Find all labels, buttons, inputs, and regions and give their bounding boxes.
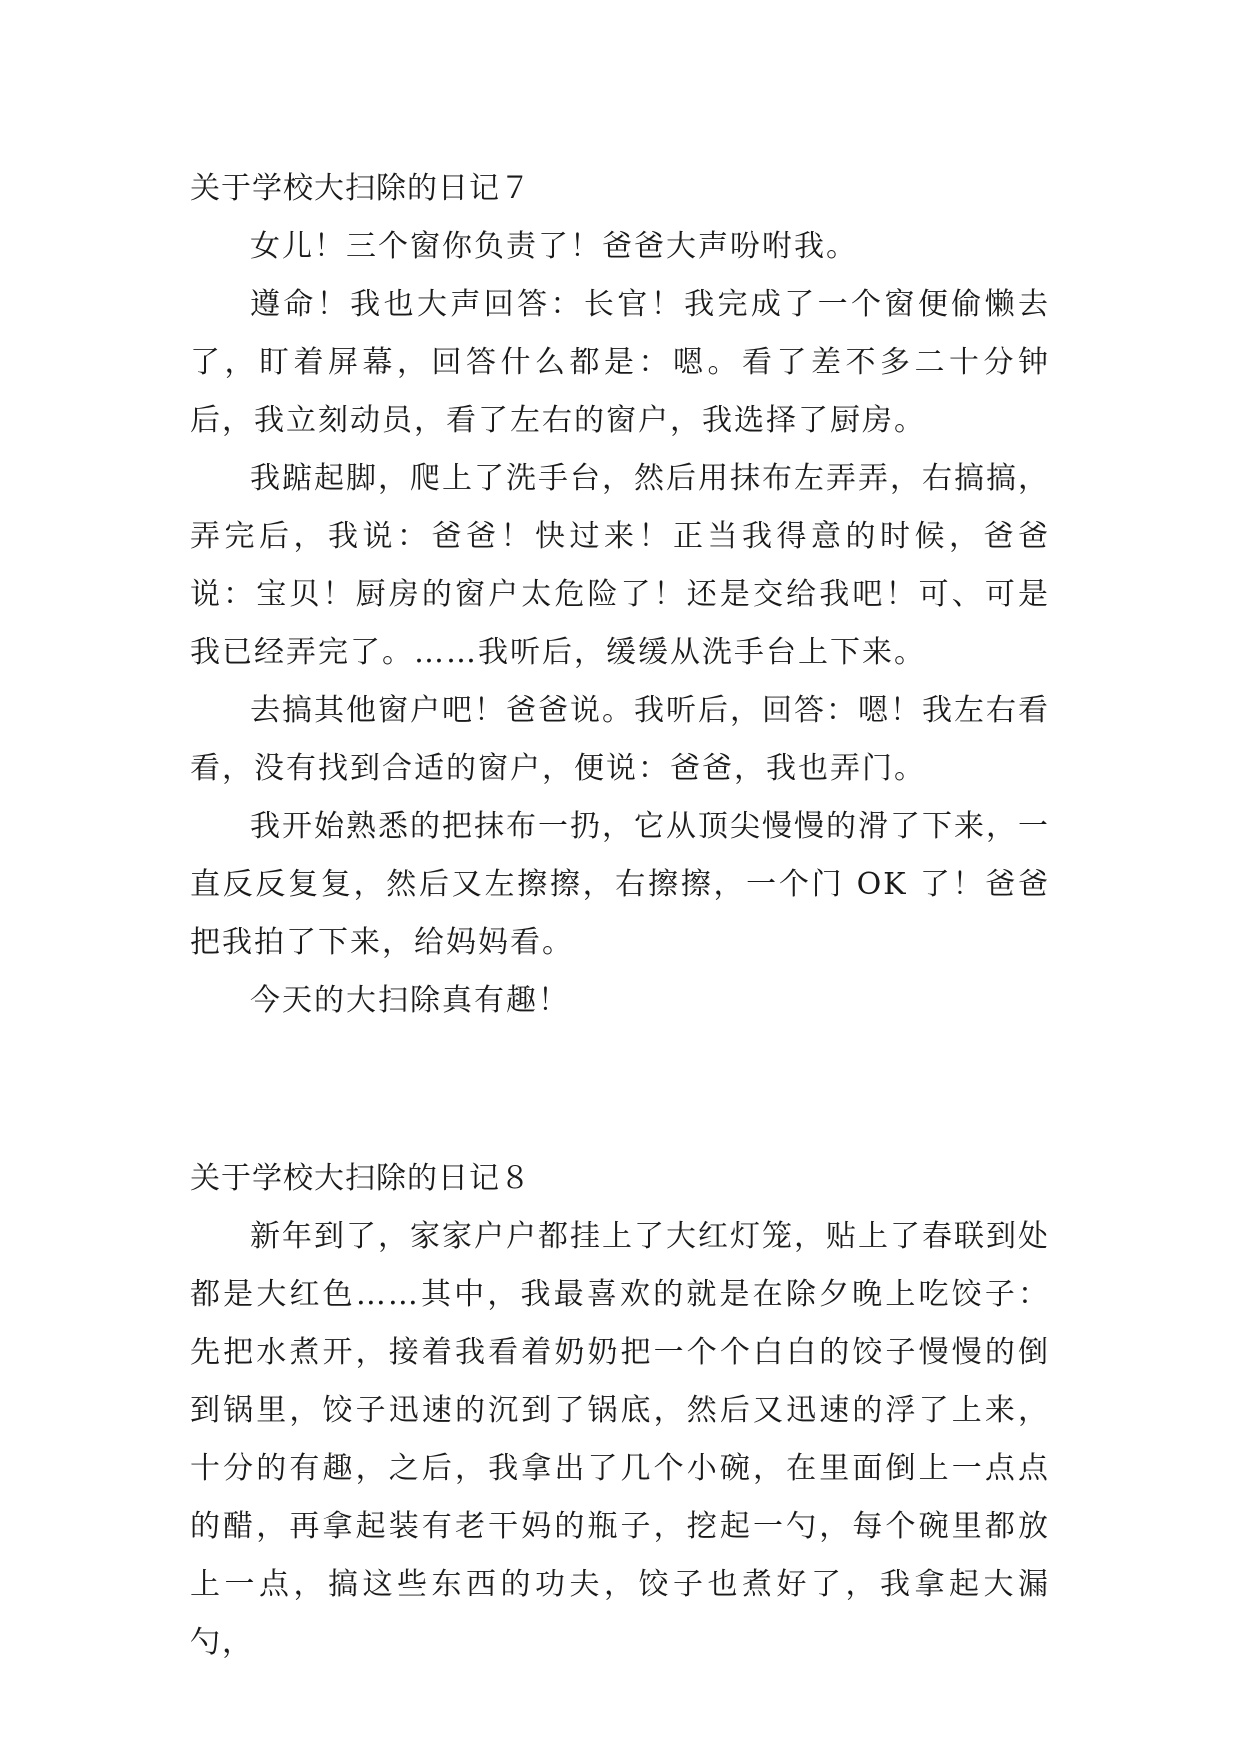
document-page bbox=[190, 160, 1050, 1672]
paragraph: 新年到了，家家户户都挂上了大红灯笼，贴上了春联到处都是大红色……其中，我最喜欢的就是在除夕晚上吃饺子：先把水煮开，接着我看着奶奶把一个个白白的饺子慢慢的倒到锅里，饺子迅速的沉到了锅底，然后又迅速的浮了上来，十分的有趣，之后，我拿出了几个小碗，在里面倒上一点点的醋，再拿起装有老干妈的瓶子，挖起一勺，每个碗里都放上一点，搞这些东西的功夫，饺子也煮好了，我拿起大漏勺， bbox=[190, 1219, 1050, 1660]
paragraph: 我踮起脚，爬上了洗手台，然后用抹布左弄弄，右搞搞，弄完后，我说：爸爸！快过来！正当我得意的时候，爸爸说：宝贝！厨房的窗户太危险了！还是交给我吧！可、可是我已经弄完了。……我听后，缓缓从洗手台上下来。 bbox=[190, 461, 1050, 670]
section-title: 关于学校大扫除的日记７ bbox=[190, 171, 531, 206]
section-title: 关于学校大扫除的日记８ bbox=[190, 1161, 531, 1196]
paragraph: 今天的大扫除真有趣！ bbox=[250, 983, 570, 1018]
paragraph: 我开始熟悉的把抹布一扔，它从顶尖慢慢的滑了下来，一直反反复复，然后又左擦擦，右擦擦，一个门 OK 了！爸爸把我拍了下来，给妈妈看。 bbox=[190, 809, 1050, 960]
paragraph: 去搞其他窗户吧！爸爸说。我听后，回答：嗯！我左右看看，没有找到合适的窗户，便说：爸爸，我也弄门。 bbox=[190, 693, 1050, 786]
section-spacer bbox=[190, 1030, 1050, 1150]
paragraph: 遵命！我也大声回答：长官！我完成了一个窗便偷懒去了，盯着屏幕，回答什么都是：嗯。看了差不多二十分钟后，我立刻动员，看了左右的窗户，我选择了厨房。 bbox=[190, 287, 1050, 438]
paragraph: 女儿！三个窗你负责了！爸爸大声吩咐我。 bbox=[250, 229, 858, 264]
